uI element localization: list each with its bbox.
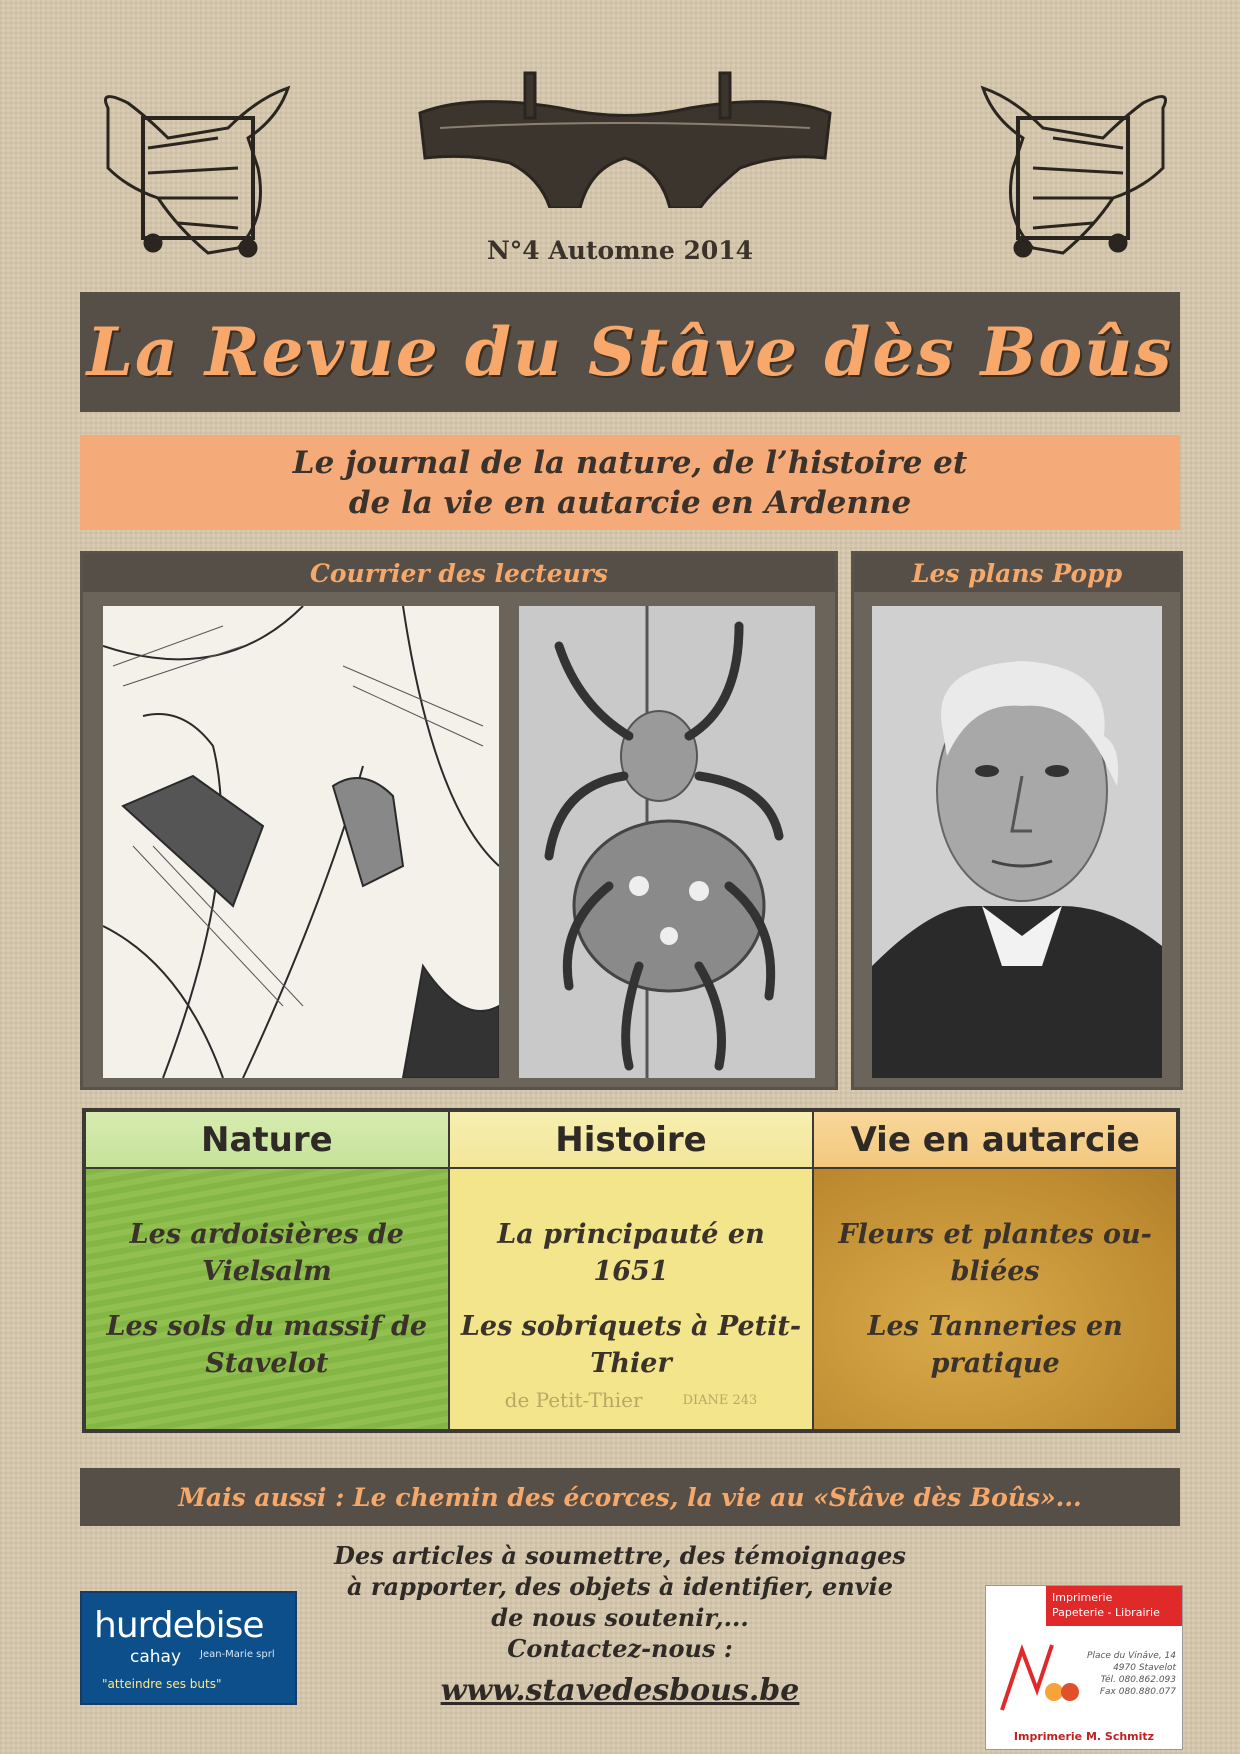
postcard-caption-row [450, 1382, 813, 1419]
portrait-graphic [872, 606, 1162, 1078]
more-topics-bar: Mais aussi : Le chemin des écorces, la vie au «Stâve dès Boûs»... [80, 1468, 1180, 1526]
postcard-mark: DIANE 243 [682, 1393, 758, 1408]
contact-line-3: de nous soutenir,... [491, 1603, 749, 1632]
schmitz-address1: Place du Vinâve, 14 [1087, 1651, 1176, 1661]
sponsor-logo-hurdebise [80, 1591, 297, 1705]
feature-panel-courrier [80, 551, 838, 1090]
nature-article-2: Les sols du massif de Stavelot [106, 1311, 428, 1379]
hurdebise-sub: cahay [130, 1647, 182, 1667]
histoire-article-1: La principauté en 1651 [497, 1219, 765, 1287]
schmitz-fax: Fax 080.880.077 [1099, 1687, 1176, 1697]
autarcie-article-1: Fleurs et plantes ou-bliées [838, 1219, 1152, 1287]
schmitz-header [1046, 1586, 1182, 1626]
spider-graphic [519, 606, 815, 1078]
yoke-engraving [410, 68, 840, 208]
feature-panel-popp [851, 551, 1183, 1090]
hurdebise-sub2: Jean-Marie sprl [200, 1649, 275, 1660]
nature-article-1: Les ardoisières de Vielsalm [129, 1219, 404, 1287]
nature-cell [84, 1168, 449, 1431]
autarcie-article-2: Les Tanneries en pratique [867, 1311, 1123, 1379]
schmitz-address [1087, 1650, 1176, 1698]
schmitz-tel: Tél. 080.862.093 [1100, 1675, 1176, 1685]
subtitle-box [80, 435, 1180, 530]
histoire-cell [449, 1168, 814, 1431]
contact-line-1: Des articles à soumettre, des témoignages [334, 1541, 906, 1570]
comic-illustration [103, 606, 499, 1078]
spider-photo [519, 606, 815, 1078]
schmitz-line1: Imprimerie [1052, 1591, 1113, 1604]
issue-number: N°4 Automne 2014 [486, 236, 754, 265]
postcard-caption: de Petit-Thier [504, 1388, 643, 1412]
column-heading-histoire: Histoire [449, 1110, 814, 1168]
hurdebise-name: hurdebise [94, 1605, 264, 1646]
schmitz-address2: 4970 Stavelot [1113, 1663, 1176, 1673]
contact-line-4: Contactez-nous : [507, 1634, 733, 1663]
autarcie-cell [813, 1168, 1178, 1431]
feature-heading-popp: Les plans Popp [854, 554, 1180, 592]
masthead-title: La Revue du Stâve dès Boûs [86, 313, 1174, 391]
subtitle-line-2: de la vie en autarcie en Ardenne [348, 484, 912, 521]
schmitz-emblem [992, 1630, 1082, 1720]
schmitz-line2: Papeterie - Librairie [1052, 1606, 1160, 1619]
hurdebise-tagline: "atteindre ses buts" [102, 1677, 222, 1691]
sponsor-logo-schmitz [985, 1585, 1183, 1750]
portrait-photo [872, 606, 1162, 1078]
website-link[interactable]: www.stavedesbous.be [440, 1673, 800, 1708]
subtitle-line-1: Le journal de la nature, de l’histoire et [292, 444, 968, 481]
masthead-bar [80, 292, 1180, 412]
contact-text [300, 1540, 940, 1664]
histoire-article-2: Les sobriquets à Petit-Thier [460, 1311, 802, 1379]
column-heading-nature: Nature [84, 1110, 449, 1168]
comic-sketch-graphic [103, 606, 499, 1078]
contact-line-2: à rapporter, des objets à identifier, envie [347, 1572, 893, 1601]
schmitz-name: Imprimerie M. Schmitz [1013, 1730, 1155, 1743]
sections-table [82, 1108, 1180, 1433]
feature-heading-courrier: Courrier des lecteurs [83, 554, 835, 592]
column-heading-autarcie: Vie en autarcie [813, 1110, 1178, 1168]
